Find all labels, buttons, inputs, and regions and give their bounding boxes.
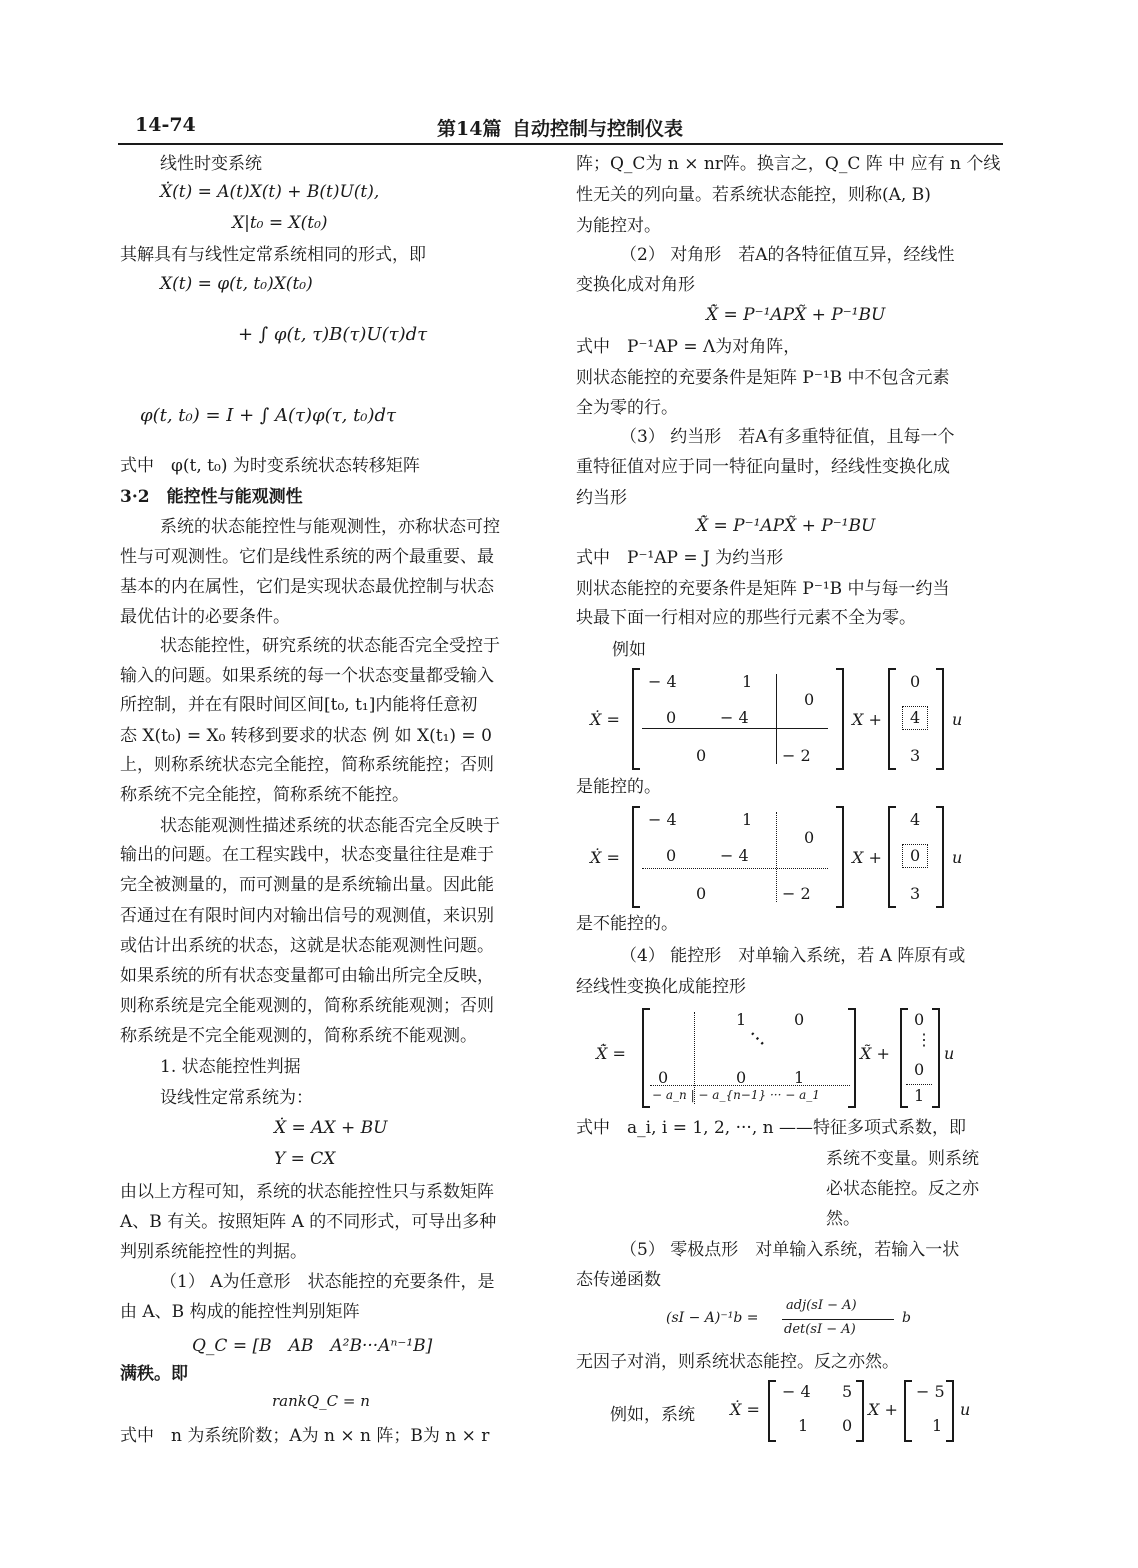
paragraph-line: 满秩。即: [120, 1364, 188, 1384]
vector-cell: 0: [914, 1060, 925, 1079]
right-bracket: [856, 1380, 864, 1442]
paragraph-line: 输出的问题。在工程实践中，状态变量往往是难于: [120, 845, 494, 865]
matrix-cell: 0: [696, 884, 707, 903]
vector-cell: 0: [910, 672, 921, 691]
matrix-example-4: [610, 1380, 1000, 1442]
paragraph-line: （2） 对角形 若A的各特征值互异，经线性: [620, 245, 955, 265]
matrix-lhs: Ẋ =: [590, 848, 620, 867]
fraction-denominator: det(sI − A): [784, 1322, 856, 1337]
matrix-cell: 0: [804, 828, 815, 847]
matrix-cell: − 2: [782, 884, 811, 903]
paragraph-line: 则称系统是完全能观测的，简称系统能观测；否则: [120, 996, 494, 1016]
paragraph-line: 必状态能控。反之亦: [826, 1179, 979, 1199]
left-bracket: [904, 1380, 912, 1442]
paragraph-line: 上，则称系统状态完全能控，简称系统能控；否则: [120, 755, 494, 775]
vector-cell: 0: [914, 1010, 925, 1029]
block-divider: [642, 868, 828, 869]
diagonal-dots: ⋯: [742, 1022, 774, 1054]
fraction-lhs: (sI − A)⁻¹b =: [666, 1310, 759, 1326]
transfer-function: [666, 1298, 926, 1342]
paragraph-line: 称系统是不完全能观测的，简称系统不能观测。: [120, 1026, 477, 1046]
block-divider: [650, 1085, 850, 1086]
matrix-cell: 0: [804, 690, 815, 709]
paragraph-line: 经线性变换化成能控形: [576, 977, 746, 997]
input-symbol: u: [960, 1400, 971, 1419]
vector-cell: 0: [910, 846, 921, 865]
matrix-cell: 1: [736, 1010, 747, 1029]
right-bracket: [932, 1008, 940, 1108]
matrix-lhs: Ẋ =: [730, 1400, 760, 1419]
paragraph-line: 状态能观测性描述系统的状态能否完全反映于: [160, 816, 500, 836]
matrix-lhs: Ẋ =: [590, 710, 620, 729]
matrix-mid: X̃ +: [860, 1044, 890, 1063]
vector-cell: ⋮: [916, 1030, 932, 1049]
input-symbol: u: [952, 848, 963, 867]
paragraph-line: 称系统不完全能控，简称系统不能控。: [120, 785, 409, 805]
matrix-cell: − 4: [720, 846, 749, 865]
paragraph-line: 系统不变量。则系统: [826, 1149, 979, 1169]
left-bracket: [632, 806, 640, 908]
text-line: 线性时变系统: [160, 154, 262, 174]
matrix-mid: X +: [852, 710, 882, 729]
input-symbol: u: [944, 1044, 955, 1063]
paragraph-line: 输入的问题。如果系统的每一个状态变量都受输入: [120, 666, 494, 686]
paragraph-line: 是不能控的。: [576, 914, 678, 934]
left-bracket: [632, 668, 640, 770]
paragraph-line: 阵；Q_C为 n × nr阵。换言之，Q_C 阵 中 应有 n 个线: [576, 154, 1001, 174]
paragraph-line: 由 A、B 构成的能控性判别矩阵: [120, 1302, 360, 1322]
matrix-cell: 0: [658, 1068, 669, 1087]
paragraph-line: 态传递函数: [576, 1270, 661, 1290]
equation: Ẋ = AX + BU: [274, 1118, 388, 1138]
block-divider: [906, 1084, 932, 1085]
right-bracket: [836, 806, 844, 908]
equation: X(t) = φ(t, t₀)X(t₀): [160, 274, 313, 294]
equation: Ẋ(t) = A(t)X(t) + B(t)U(t),: [160, 182, 380, 202]
equation: + ∫ φ(t, τ)B(τ)U(τ)dτ: [238, 324, 428, 345]
paragraph-line: 性无关的列向量。若系统状态能控，则称(A, B): [576, 185, 931, 205]
paragraph-line: 为能控对。: [576, 216, 661, 236]
paragraph-line: 变换化成对角形: [576, 275, 695, 295]
paragraph-line: 重特征值对应于同一特征向量时，经线性变换化成: [576, 457, 950, 477]
matrix-example-1: [590, 668, 990, 770]
paragraph-line: 如果系统的所有状态变量都可由输出所完全反映，: [120, 966, 494, 986]
fraction-bar: [782, 1319, 894, 1320]
left-bracket: [768, 1380, 776, 1442]
vector-cell: 1: [932, 1416, 943, 1435]
equation: Y = CX: [274, 1149, 336, 1169]
example-prefix: 例如，系统: [610, 1405, 695, 1425]
matrix-controllable-form: [596, 1008, 996, 1112]
paragraph-line: 所控制，并在有限时间区间[t₀, t₁]内能将任意初: [120, 695, 478, 715]
block-divider: [642, 728, 828, 729]
matrix-cell: 5: [842, 1382, 853, 1401]
matrix-cell: 1: [742, 810, 753, 829]
paragraph-line: 由以上方程可知，系统的状态能控性只与系数矩阵: [120, 1182, 494, 1202]
paragraph-line: 或估计出系统的状态，这就是状态能观测性问题。: [120, 936, 494, 956]
paragraph-line: 是能控的。: [576, 777, 661, 797]
matrix-cell: 0: [696, 746, 707, 765]
vector-cell: 3: [910, 884, 921, 903]
left-bracket: [888, 806, 896, 908]
matrix-cell: 1: [794, 1068, 805, 1087]
paragraph-line: 状态能控性，研究系统的状态能否完全受控于: [160, 636, 500, 656]
paragraph-line: 态 X(t₀) = X₀ 转移到要求的状态 例 如 X(t₁) = 0: [120, 726, 492, 746]
equation: X̃̇ = P⁻¹APX̃ + P⁻¹BU: [706, 305, 886, 325]
section-heading: 3·2 能控性与能观测性: [120, 487, 303, 507]
vector-cell: 4: [910, 708, 921, 727]
paragraph-line: 约当形: [576, 488, 627, 508]
paragraph-line: 无因子对消，则系统状态能控。反之亦然。: [576, 1352, 899, 1372]
equation: φ(t, t₀) = I + ∫ A(τ)φ(τ, t₀)dτ: [140, 405, 397, 426]
block-divider: [776, 674, 777, 764]
matrix-cell: − 4: [648, 810, 677, 829]
equation: rankQ_C = n: [272, 1392, 370, 1410]
paragraph-line: 则状态能控的充要条件是矩阵 P⁻¹B 中与每一约当: [576, 579, 950, 599]
matrix-cell: − 2: [782, 746, 811, 765]
paragraph-line: 式中 P⁻¹AP = Λ为对角阵，: [576, 337, 801, 357]
paragraph-line: 全为零的行。: [576, 398, 678, 418]
page-title: 自动控制与控制仪表: [512, 118, 684, 140]
equation: Q_C = [B AB A²B···Aⁿ⁻¹B]: [192, 1336, 433, 1356]
equation: X̃̇ = P⁻¹APX̃ + P⁻¹BU: [696, 516, 876, 536]
matrix-cell: 0: [842, 1416, 853, 1435]
subsection-heading: 1. 状态能控性判据: [160, 1057, 301, 1077]
paragraph-line: 系统的状态能控性与能观测性，亦称状态可控: [160, 517, 500, 537]
vector-cell: − 5: [916, 1382, 945, 1401]
paragraph-line: 式中 n 为系统阶数；A为 n × n 阵；B为 n × r: [120, 1426, 490, 1446]
equation: X|t₀ = X(t₀): [232, 213, 328, 233]
paragraph-line: （5） 零极点形 对单输入系统，若输入一状: [620, 1240, 960, 1260]
paragraph-line: 基本的内在属性，它们是实现状态最优控制与状态: [120, 577, 494, 597]
matrix-cell: 1: [798, 1416, 809, 1435]
text-line: 其解具有与线性定常系统相同的形式，即: [120, 245, 426, 265]
matrix-last-row: − a_n | − a_{n−1} ··· − a_1: [652, 1088, 820, 1102]
paragraph-line: 最优估计的必要条件。: [120, 607, 290, 627]
paragraph-line: 否通过在有限时间内对输出信号的观测值，来识别: [120, 906, 494, 926]
paragraph-line: 性与可观测性。它们是线性系统的两个最重要、最: [120, 547, 494, 567]
paragraph-line: （1） A为任意形 状态能控的充要条件，是: [160, 1272, 495, 1292]
paragraph-line: 则状态能控的充要条件是矩阵 P⁻¹B 中不包含元素: [576, 368, 950, 388]
matrix-mid: X +: [852, 848, 882, 867]
matrix-lhs: X̃̇ =: [596, 1044, 626, 1063]
left-bracket: [888, 668, 896, 770]
paragraph-line: 式中 a_i, i = 1, 2, ···, n ——特征多项式系数，即: [576, 1118, 966, 1138]
header-rule: [118, 143, 1003, 145]
paragraph-line: 完全被测量的，而可测量的是系统输出量。因此能: [120, 875, 494, 895]
matrix-cell: − 4: [648, 672, 677, 691]
matrix-cell: − 4: [782, 1382, 811, 1401]
block-divider: [776, 812, 777, 902]
matrix-cell: 0: [736, 1068, 747, 1087]
text-line: 式中 φ(t, t₀) 为时变系统状态转移矩阵: [120, 456, 420, 476]
paragraph-line: 判别系统能控性的判据。: [120, 1242, 307, 1262]
paragraph-line: 然。: [826, 1209, 860, 1229]
vector-cell: 1: [914, 1086, 925, 1105]
paragraph-line: （4） 能控形 对单输入系统，若 A 阵原有或: [620, 946, 966, 966]
input-symbol: u: [952, 710, 963, 729]
left-bracket: [900, 1008, 908, 1108]
fraction-b: b: [902, 1310, 911, 1326]
paragraph-line: 式中 P⁻¹AP = J 为约当形: [576, 548, 784, 568]
paragraph-line: 设线性定常系统为：: [160, 1088, 313, 1108]
right-bracket: [936, 806, 944, 908]
vector-cell: 4: [910, 810, 921, 829]
page-number: 14-74: [135, 114, 196, 136]
part-label: 第14篇: [437, 118, 502, 140]
matrix-cell: 0: [666, 846, 677, 865]
matrix-cell: 1: [742, 672, 753, 691]
paragraph-line: （3） 约当形 若A有多重特征值，且每一个: [620, 427, 955, 447]
fraction-numerator: adj(sI − A): [786, 1298, 857, 1313]
paragraph-line: 块最下面一行相对应的那些行元素不全为零。: [576, 608, 916, 628]
vector-cell: 3: [910, 746, 921, 765]
left-bracket: [642, 1008, 650, 1108]
matrix-cell: 0: [666, 708, 677, 727]
right-bracket: [836, 668, 844, 770]
right-bracket: [848, 1008, 856, 1108]
matrix-cell: − 4: [720, 708, 749, 727]
paragraph-line: A、B 有关。按照矩阵 A 的不同形式，可导出多种: [120, 1212, 497, 1232]
right-bracket: [936, 668, 944, 770]
matrix-mid: X +: [868, 1400, 898, 1419]
right-bracket: [946, 1380, 954, 1442]
matrix-cell: 0: [794, 1010, 805, 1029]
matrix-example-2: [590, 806, 990, 908]
paragraph-line: 例如: [612, 640, 646, 660]
